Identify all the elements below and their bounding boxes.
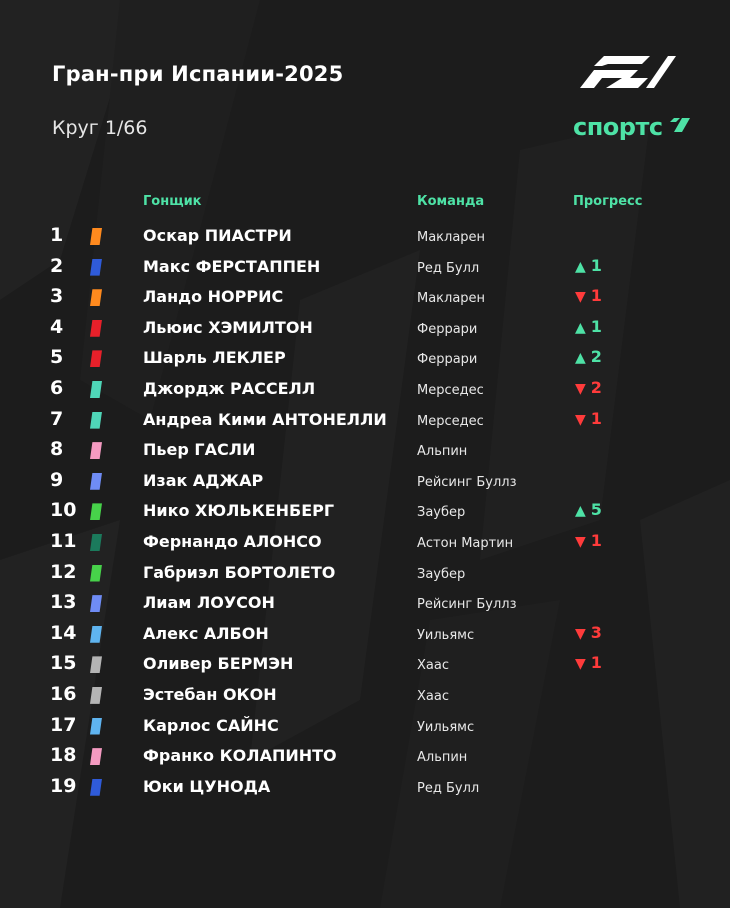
standings-row <box>0 649 730 680</box>
team-color-marker <box>90 442 102 459</box>
team-color-marker <box>90 534 102 551</box>
position-number: 3 <box>50 285 64 308</box>
team-name: Мерседес <box>417 382 484 398</box>
f1-logo-icon <box>572 56 680 88</box>
team-name: Альпин <box>417 444 468 460</box>
standings-row <box>0 343 730 374</box>
standings-row <box>0 313 730 344</box>
position-number: 2 <box>50 254 64 277</box>
team-color-marker <box>90 320 102 337</box>
driver-name: Макс ФЕРСТАППЕН <box>143 256 321 276</box>
standings-row <box>0 252 730 283</box>
triangle-up-icon: ▲ <box>575 319 586 336</box>
driver-name: Эстебан ОКОН <box>143 684 277 704</box>
brand-logo: спортс <box>573 113 663 141</box>
team-name: Феррари <box>417 321 478 337</box>
team-name: Макларен <box>417 230 486 245</box>
triangle-down-icon: ▼ <box>575 625 586 642</box>
position-change-value: 1 <box>590 255 602 275</box>
team-color-marker <box>90 228 102 245</box>
standings-row <box>0 374 730 405</box>
position-change-value: 1 <box>590 316 602 336</box>
team-color-marker <box>90 350 102 367</box>
team-color-marker <box>90 595 102 612</box>
standings-row <box>0 496 730 527</box>
position-number: 7 <box>50 407 64 430</box>
triangle-up-icon: ▲ <box>575 350 586 367</box>
position-number: 16 <box>50 682 77 705</box>
position-change <box>575 317 602 336</box>
standings-row <box>0 711 730 742</box>
team-color-marker <box>90 687 102 704</box>
team-color-marker <box>90 289 102 306</box>
standings-row <box>0 588 730 619</box>
position-number: 10 <box>50 499 77 522</box>
standings-row <box>0 221 730 252</box>
team-name: Астон Мартин <box>417 535 514 551</box>
driver-name: Пьер ГАСЛИ <box>143 440 256 460</box>
position-number: 19 <box>50 774 77 797</box>
triangle-down-icon: ▼ <box>575 533 586 550</box>
position-change-value: 1 <box>590 530 602 550</box>
driver-name: Ландо НОРРИС <box>143 287 284 307</box>
standings-row <box>0 282 730 313</box>
position-number: 13 <box>50 591 77 614</box>
position-number: 15 <box>50 652 77 675</box>
team-name: Мерседес <box>417 413 484 429</box>
position-number: 4 <box>50 315 64 338</box>
triangle-down-icon: ▼ <box>575 411 586 428</box>
team-name: Уильямс <box>417 627 475 643</box>
team-color-marker <box>90 473 102 490</box>
driver-name: Оливер БЕРМЭН <box>143 654 294 674</box>
triangle-up-icon: ▲ <box>575 258 586 275</box>
position-change-value: 1 <box>590 653 602 673</box>
team-color-marker <box>90 565 102 582</box>
position-number: 1 <box>50 224 64 246</box>
team-name: Ред Булл <box>417 780 480 796</box>
triangle-down-icon: ▼ <box>575 289 586 306</box>
team-name: Альпин <box>417 750 468 766</box>
standings-row <box>0 558 730 589</box>
team-name: Заубер <box>417 505 466 521</box>
driver-name: Фернандо АЛОНСО <box>143 531 322 551</box>
position-number: 9 <box>50 468 64 491</box>
standings-row <box>0 435 730 466</box>
position-change <box>575 409 602 428</box>
position-change <box>575 653 602 672</box>
standings-row <box>0 466 730 497</box>
page-title: Гран-при Испании-2025 <box>52 62 344 86</box>
team-color-marker <box>90 779 102 796</box>
team-color-marker <box>90 259 102 276</box>
standings-list <box>0 221 730 802</box>
team-color-marker <box>90 626 102 643</box>
team-name: Рейсинг Буллз <box>417 597 517 613</box>
team-color-marker <box>90 748 102 765</box>
driver-name: Джордж РАССЕЛЛ <box>143 378 316 398</box>
brand-slash-icon <box>670 118 690 132</box>
driver-name: Алекс АЛБОН <box>143 623 269 643</box>
position-change-value: 2 <box>590 347 602 367</box>
position-change <box>575 378 602 397</box>
position-change <box>575 256 602 275</box>
position-number: 12 <box>50 560 77 583</box>
position-change-value: 5 <box>590 500 602 520</box>
position-number: 6 <box>50 376 64 399</box>
position-change <box>575 286 602 305</box>
position-change <box>575 531 602 550</box>
standings-row <box>0 680 730 711</box>
team-name: Макларен <box>417 291 486 307</box>
triangle-down-icon: ▼ <box>575 656 586 673</box>
column-header-driver: Гонщик <box>143 194 202 209</box>
team-color-marker <box>90 656 102 673</box>
driver-name: Габриэл БОРТОЛЕТО <box>143 562 336 582</box>
position-change-value: 3 <box>590 622 602 642</box>
column-header-team: Команда <box>417 194 485 209</box>
team-name: Уильямс <box>417 719 475 735</box>
position-change-value: 2 <box>590 377 602 397</box>
team-color-marker <box>90 503 102 520</box>
position-change <box>575 500 602 519</box>
triangle-up-icon: ▲ <box>575 503 586 520</box>
position-change <box>575 347 602 366</box>
standings-row <box>0 619 730 650</box>
driver-name: Шарль ЛЕКЛЕР <box>143 348 286 368</box>
lap-counter: Круг 1/66 <box>52 117 148 139</box>
position-number: 8 <box>50 438 64 461</box>
team-name: Хаас <box>417 658 449 674</box>
driver-name: Лиам ЛОУСОН <box>143 593 275 613</box>
position-number: 5 <box>50 346 64 369</box>
team-color-marker <box>90 412 102 429</box>
team-name: Ред Булл <box>417 260 480 276</box>
position-number: 17 <box>50 713 77 736</box>
triangle-down-icon: ▼ <box>575 380 586 397</box>
standings-row <box>0 741 730 772</box>
team-color-marker <box>90 718 102 735</box>
position-change-value: 1 <box>590 408 602 428</box>
position-change <box>575 623 602 642</box>
standings-row <box>0 527 730 558</box>
team-name: Рейсинг Буллз <box>417 474 517 490</box>
position-number: 14 <box>50 621 77 644</box>
column-header-progress: Прогресс <box>573 194 643 209</box>
driver-name: Оскар ПИАСТРИ <box>143 226 292 245</box>
driver-name: Юки ЦУНОДА <box>143 776 271 796</box>
team-name: Хаас <box>417 688 449 704</box>
driver-name: Франко КОЛАПИНТО <box>143 746 337 766</box>
position-number: 18 <box>50 744 77 767</box>
team-name: Феррари <box>417 352 478 368</box>
driver-name: Нико ХЮЛЬКЕНБЕРГ <box>143 501 335 521</box>
driver-name: Андреа Кими АНТОНЕЛЛИ <box>143 409 387 429</box>
driver-name: Льюис ХЭМИЛТОН <box>143 317 313 337</box>
driver-name: Карлос САЙНС <box>143 715 279 735</box>
position-number: 11 <box>50 529 77 552</box>
standings-row <box>0 405 730 436</box>
team-color-marker <box>90 381 102 398</box>
standings-row <box>0 772 730 803</box>
position-change-value: 1 <box>590 286 602 306</box>
driver-name: Изак АДЖАР <box>143 470 264 490</box>
team-name: Заубер <box>417 566 466 582</box>
